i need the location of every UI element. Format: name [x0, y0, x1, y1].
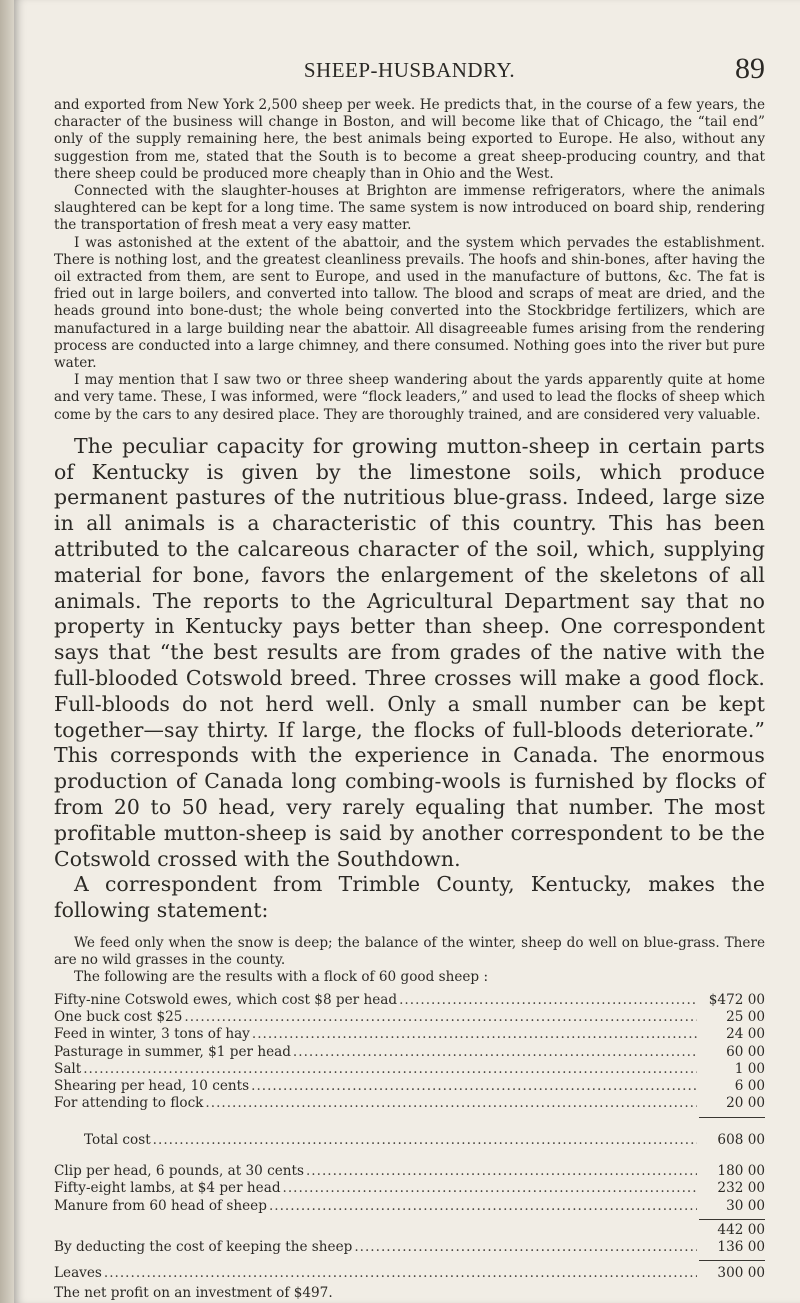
paragraph: I may mention that I saw two or three sheep wandering about the yards apparently quite at home and very tame. These, I was informed, were “flock leaders,” and used to lead the flocks of sheep which come by the cars to any desired place. They are thoroughly trained, and are considered very valuable. [54, 372, 765, 423]
ledger-label: Fifty-nine Cotswold ewes, which cost $8 per head [54, 991, 398, 1008]
page-body [54, 97, 765, 1302]
paragraph: Connected with the slaughter-houses at Brighton are immense refrigerators, where the animals slaughtered can be kept for a long time. The same system is now introduced on board ship, rendering the transportation of fresh meat a very easy matter. [54, 183, 765, 234]
sum-rule [699, 1260, 765, 1261]
leader-dots [83, 1061, 697, 1078]
leader-dots [354, 1239, 697, 1256]
ledger-label: Clip per head, 6 pounds, at 30 cents [54, 1162, 304, 1179]
ledger-label: For attending to flock [54, 1095, 204, 1112]
ledger-row [54, 1163, 765, 1180]
paragraph: A correspondent from Trimble County, Kentucky, makes the following statement: [54, 872, 765, 923]
ledger-amount: 300 00 [717, 1265, 765, 1282]
ledger-label: Manure from 60 head of sheep [54, 1197, 267, 1214]
ledger-table [54, 992, 765, 1302]
ledger-amount: 1 00 [734, 1060, 765, 1077]
ledger-amount: 6 00 [734, 1078, 765, 1095]
sum-rule [699, 1117, 765, 1118]
ledger-amount: 60 00 [726, 1043, 765, 1060]
leaves-row [54, 1265, 765, 1282]
ledger-row [54, 1044, 765, 1061]
ledger-amount: 232 00 [717, 1180, 765, 1197]
quoted-statement [54, 935, 765, 987]
ledger-row [54, 1026, 765, 1043]
small-type-section [54, 97, 765, 424]
ledger-amount: 25 00 [726, 1008, 765, 1025]
ledger-label: Fifty-eight lambs, at $4 per head [54, 1180, 281, 1197]
running-head: SHEEP-HUSBANDRY. [303, 58, 516, 82]
ledger-amount: 442 00 [717, 1221, 765, 1238]
sum-rule [699, 1219, 765, 1220]
ledger-label: Feed in winter, 3 tons of hay [54, 1026, 250, 1043]
large-type-section [54, 434, 765, 924]
total-row [54, 1132, 765, 1149]
paragraph: We feed only when the snow is deep; the balance of the winter, sheep do well on blue-grass. There are no wild grasses in the county. [54, 935, 765, 969]
ledger-row [54, 1239, 765, 1256]
ledger-label: Leaves [54, 1265, 102, 1282]
ledger-label: Salt [54, 1060, 82, 1077]
leader-dots [251, 1078, 697, 1095]
leader-dots [205, 1095, 697, 1112]
ledger-row [54, 1095, 765, 1112]
leader-dots [283, 1180, 697, 1197]
ledger-amount: 136 00 [717, 1239, 765, 1256]
leader-dots [252, 1026, 697, 1043]
leader-dots [184, 1009, 697, 1026]
ledger-row [54, 1078, 765, 1095]
income-sum-row [54, 1222, 765, 1239]
leader-dots [269, 1198, 697, 1215]
page-number: 89 [735, 52, 765, 85]
leader-dots [399, 992, 697, 1009]
leader-dots [104, 1265, 697, 1282]
ledger-row [54, 1009, 765, 1026]
leader-dots [306, 1163, 697, 1180]
paragraph: I was astonished at the extent of the abattoir, and the system which pervades the establishment. There is nothing lost, and the greatest cleanliness prevails. The hoofs and shin-bones, after having the oil extracted from them, are sent to Europe, and used in the manufacture of buttons, &c. The fat is fried out in large boilers, and converted into tallow. The blood and scraps of meat are dried, and the heads ground into bone-dust; the whole being converted into the Stockbridge fertilizers, which are manufactured in a large building near the abattoir. All disagreeable fumes arising from the rendering process are conducted into a large chimney, and there consumed. Nothing goes into the river but pure water. [54, 234, 765, 372]
ledger-amount: 24 00 [726, 1026, 765, 1043]
leader-dots [293, 1044, 697, 1061]
ledger-amount: 30 00 [726, 1197, 765, 1214]
ledger-label: Pasturage in summer, $1 per head [54, 1043, 291, 1060]
net-profit-line: The net profit on an investment of $497. [54, 1284, 333, 1301]
ledger-row [54, 1180, 765, 1197]
book-page [14, 0, 800, 1303]
ledger-label: One buck cost $25 [54, 1008, 183, 1025]
ledger-row [54, 1061, 765, 1078]
ledger-label: By deducting the cost of keeping the sheep [54, 1239, 353, 1256]
paragraph: The peculiar capacity for growing mutton-sheep in certain parts of Kentucky is given by the limestone soils, which produce permanent pastures of the nutritious blue-grass. Indeed, large size in all animals is a characteristic of this country. This has been attributed to the calcareous character of the soil, which, supplying material for bone, favors the enlargement of the skeletons of all animals. The reports to the Agricultural Department say that no property in Kentucky pays better than sheep. One correspondent says that “the best results are from grades of the native with the full-blooded Cotswold breed. Three crosses will make a good flock. Full-bloods do not herd well. Only a small number can be kept together—say thirty. If large, the flocks of full-bloods deteriorate.” This corresponds with the experience in Canada. The enormous production of Canada long combing-wools is furnished by flocks of from 20 to 50 head, very rarely equaling that number. The most profitable mutton-sheep is said by another correspondent to be the Cotswold crossed with the Southdown. [54, 433, 765, 871]
ledger-amount: 608 00 [717, 1131, 765, 1148]
ledger-amount: $472 00 [708, 991, 765, 1008]
ledger-row [54, 992, 765, 1009]
ledger-label: Total cost [84, 1131, 151, 1148]
paragraph: The following are the results with a flock of 60 good sheep : [74, 969, 489, 986]
ledger-amount: 180 00 [717, 1162, 765, 1179]
ledger-amount: 20 00 [726, 1095, 765, 1112]
book-spine-shadow [0, 0, 14, 1303]
leader-dots [153, 1132, 697, 1149]
paragraph: and exported from New York 2,500 sheep per week. He predicts that, in the course of a few years, the character of the business will change in Boston, and will become like that of Chicago, the “tail end” only of the supply remaining here, the best animals being exported to Europe. He also, without any suggestion from me, stated that the South is to become a great sheep-producing country, and that there sheep could be produced more cheaply than in Ohio and the West. [54, 97, 765, 182]
page-header [54, 50, 765, 90]
ledger-label: Shearing per head, 10 cents [54, 1078, 250, 1095]
ledger-row [54, 1198, 765, 1215]
